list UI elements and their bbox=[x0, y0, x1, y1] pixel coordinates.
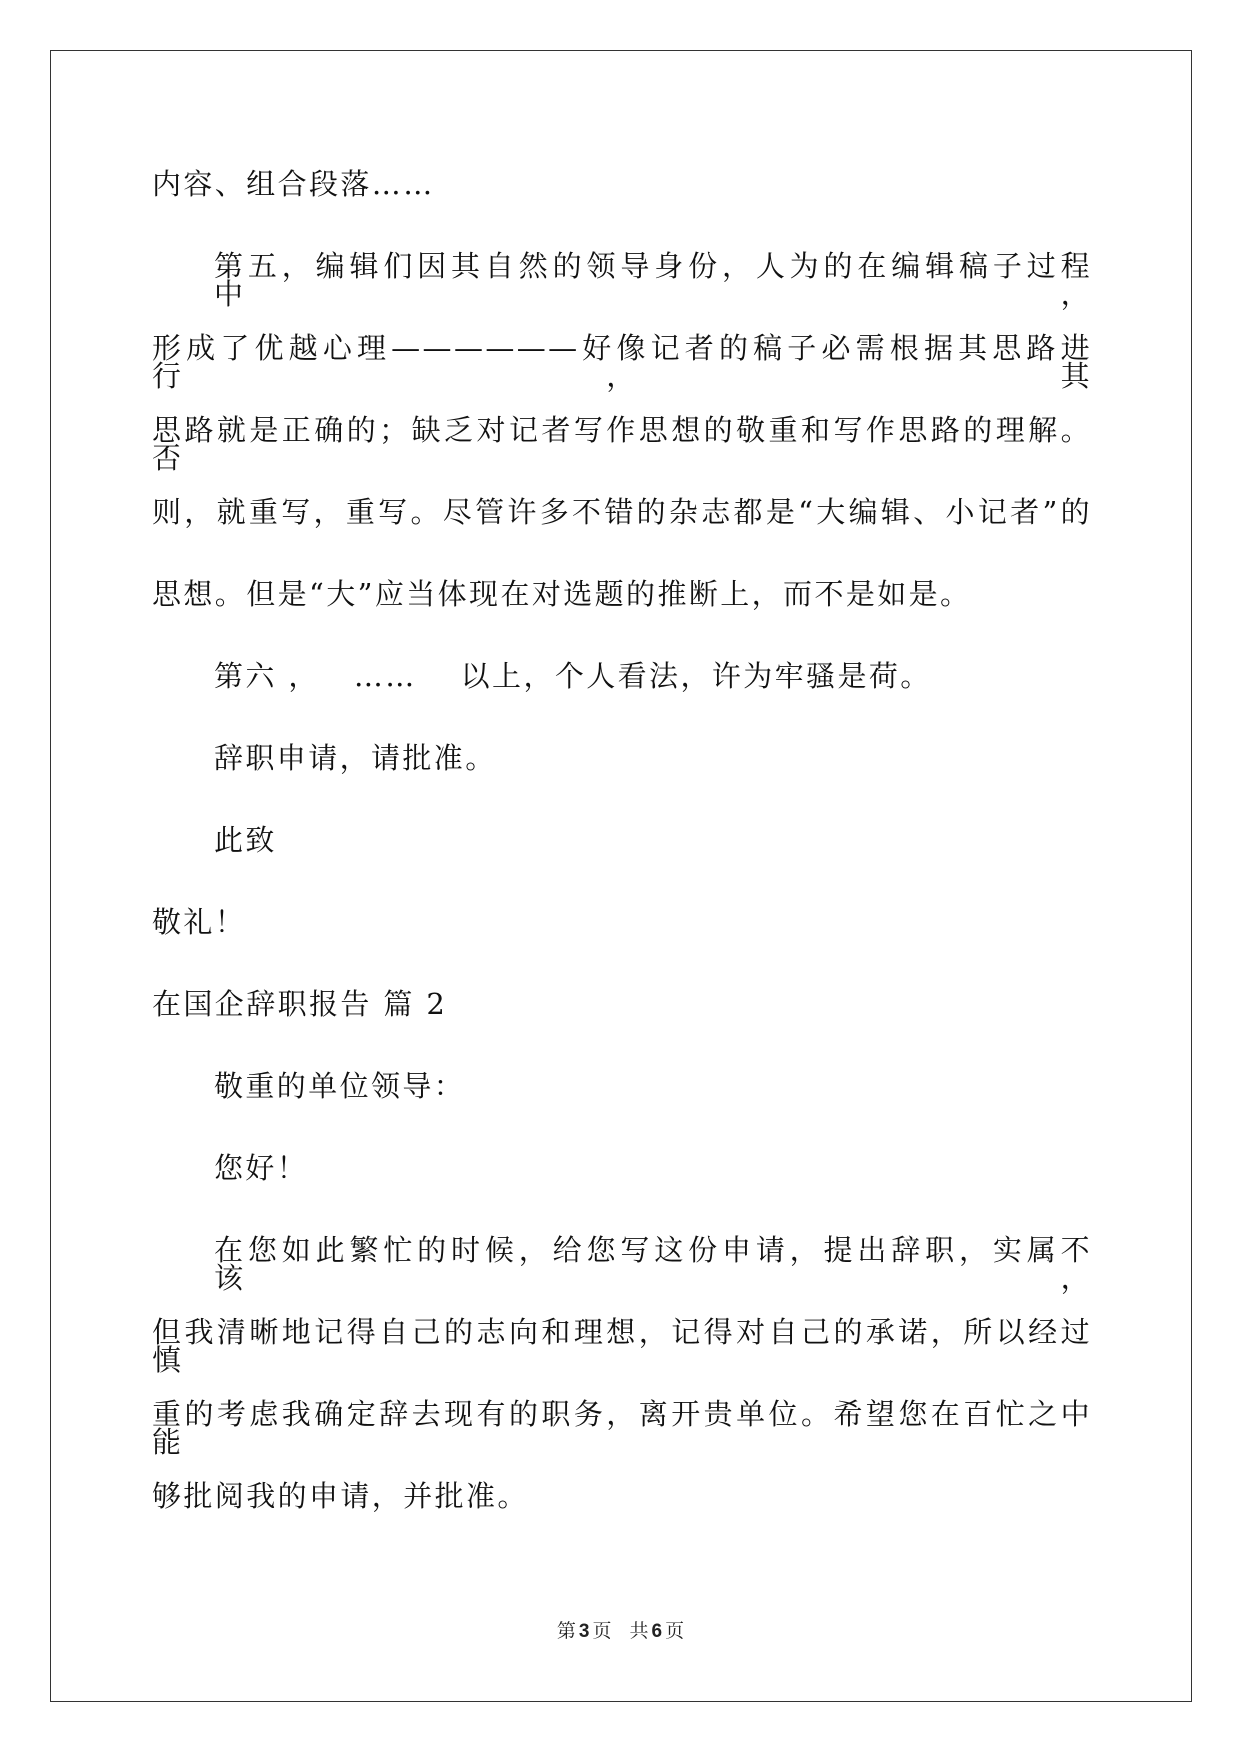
page-footer bbox=[0, 1616, 1241, 1643]
line-six-part2: …… bbox=[353, 659, 417, 693]
paragraph-line: 辞职申请，请批准。 bbox=[214, 741, 497, 775]
paragraph-line-six bbox=[152, 659, 1092, 744]
paragraph-line: 思想。但是“大”应当体现在对选题的推断上，而不是如是。 bbox=[152, 577, 972, 611]
line-six-part3: 以上，个人看法，许为牢骚是荷。 bbox=[460, 659, 932, 693]
line-six-part1: 第六 ， bbox=[214, 659, 320, 693]
page-number: 3 bbox=[578, 1621, 590, 1642]
paragraph-line: 在您如此繁忙的时候，给您写这份申请，提出辞职，实属不该， bbox=[214, 1233, 1092, 1295]
total-suffix: 页 bbox=[665, 1620, 685, 1642]
paragraph-line: 第五，编辑们因其自然的领导身份，人为的在编辑稿子过程中， bbox=[214, 249, 1092, 311]
greeting-line: 敬重的单位领导： bbox=[214, 1069, 466, 1103]
page-suffix: 页 bbox=[592, 1620, 612, 1642]
paragraph-line: 重的考虑我确定辞去现有的职务，离开贵单位。希望您在百忙之中能 bbox=[152, 1397, 1092, 1459]
closing-line: 此致 bbox=[214, 823, 277, 857]
total-pages: 6 bbox=[651, 1621, 663, 1642]
paragraph-line: 但我清晰地记得自己的志向和理想，记得对自己的承诺，所以经过慎 bbox=[152, 1315, 1092, 1377]
greeting-line: 您好！ bbox=[214, 1151, 309, 1185]
paragraph-line: 思路就是正确的；缺乏对记者写作思想的敬重和写作思路的理解。否 bbox=[152, 413, 1092, 475]
paragraph-line: 够批阅我的申请，并批准。 bbox=[152, 1479, 529, 1513]
salutation-line: 敬礼！ bbox=[152, 905, 247, 939]
section-heading: 在国企辞职报告 篇 2 bbox=[152, 987, 448, 1021]
total-prefix: 共 bbox=[629, 1620, 649, 1642]
document-body bbox=[152, 167, 1092, 1564]
paragraph-line: 内容、组合段落…… bbox=[152, 167, 435, 201]
paragraph-line: 则，就重写，重写。尽管许多不错的杂志都是“大编辑、小记者”的 bbox=[152, 495, 1092, 529]
paragraph-line: 形成了优越心理——————好像记者的稿子必需根据其思路进行，其 bbox=[152, 331, 1092, 393]
page-prefix: 第 bbox=[556, 1620, 576, 1642]
